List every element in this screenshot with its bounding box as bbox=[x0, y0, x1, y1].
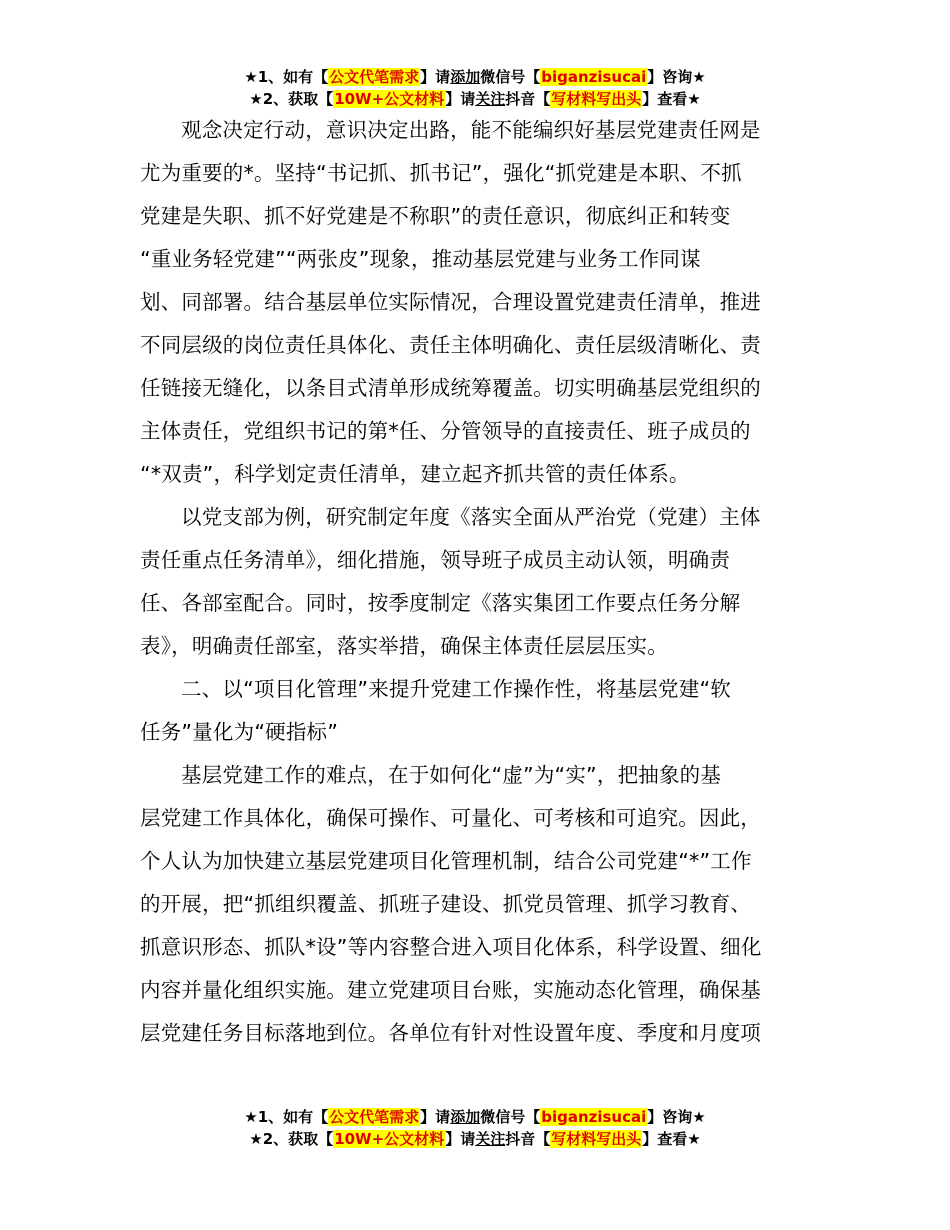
paragraph-line: “重业务轻党建”“两张皮”现象，推动基层党建与业务工作同谋 bbox=[140, 247, 701, 271]
highlight-text: 10W+公文材料 bbox=[334, 90, 445, 108]
highlight-text: 公文代笔需求 bbox=[329, 68, 420, 86]
banner-line-1 bbox=[0, 1106, 950, 1128]
paragraph-line: 观念决定行动，意识决定出路，能不能编织好基层党建责任网是 bbox=[181, 118, 761, 142]
banner-text: ★2、获取【 bbox=[249, 90, 334, 108]
douyin-id: 写材料写出头 bbox=[551, 1130, 642, 1148]
banner-text: 】请 bbox=[445, 1130, 476, 1148]
banner-text: 】咨询★ bbox=[647, 1108, 706, 1126]
paragraph-line: 抓意识形态、抓队*设”等内容整合进入项目化体系，科学设置、细化 bbox=[140, 935, 762, 959]
banner-text: 抖音【 bbox=[505, 90, 551, 108]
section-heading-line: 任务”量化为“硬指标” bbox=[140, 720, 339, 744]
paragraph-line: 层党建任务目标落地到位。各单位有针对性设置年度、季度和月度项 bbox=[140, 1021, 761, 1045]
paragraph-line: 以党支部为例，研究制定年度《落实全面从严治党（党建）主体 bbox=[181, 505, 761, 529]
banner-text: 】查看★ bbox=[642, 90, 701, 108]
banner-line-2 bbox=[0, 1128, 950, 1150]
underlined-text: 关注 bbox=[475, 1130, 506, 1148]
paragraph-line: 党建是失职、抓不好党建是不称职”的责任意识，彻底纠正和转变 bbox=[140, 204, 731, 228]
footer-banner bbox=[0, 1106, 950, 1150]
banner-line-1 bbox=[0, 66, 950, 88]
banner-text: 】咨询★ bbox=[647, 68, 706, 86]
highlight-text: 10W+公文材料 bbox=[334, 1130, 445, 1148]
paragraph-line: 任链接无缝化，以条目式清单形成统筹覆盖。切实明确基层党组织的 bbox=[140, 376, 761, 400]
paragraph-line: 不同层级的岗位责任具体化、责任主体明确化、责任层级清晰化、责 bbox=[140, 333, 761, 357]
underlined-text: 添加 bbox=[450, 68, 481, 86]
banner-text: 】请 bbox=[420, 1108, 451, 1126]
document-body bbox=[140, 109, 810, 1055]
paragraph-line: 责任重点任务清单》，细化措施，领导班子成员主动认领，明确责 bbox=[140, 548, 731, 572]
paragraph-line: 尤为重要的*。坚持“书记抓、抓书记”，强化“抓党建是本职、不抓 bbox=[140, 161, 742, 185]
banner-text: 微信号【 bbox=[480, 68, 541, 86]
paragraph-line: 个人认为加快建立基层党建项目化管理机制，结合公司党建“*”工作 bbox=[140, 849, 752, 873]
douyin-id: 写材料写出头 bbox=[551, 90, 642, 108]
paragraph-line: 划、同部署。结合基层单位实际情况，合理设置党建责任清单，推进 bbox=[140, 290, 761, 314]
highlight-text: 公文代笔需求 bbox=[329, 1108, 420, 1126]
paragraph-line: 的开展，把“抓组织覆盖、抓班子建设、抓党员管理、抓学习教育、 bbox=[140, 892, 752, 916]
wechat-id: biganzisucai bbox=[541, 68, 647, 86]
banner-text: 微信号【 bbox=[480, 1108, 541, 1126]
banner-text: ★1、如有【 bbox=[244, 1108, 329, 1126]
banner-text: 】查看★ bbox=[642, 1130, 701, 1148]
paragraph-line: 表》，明确责任部室，落实举措，确保主体责任层层压实。 bbox=[140, 634, 668, 658]
banner-text: 抖音【 bbox=[505, 1130, 551, 1148]
banner-text: ★2、获取【 bbox=[249, 1130, 334, 1148]
paragraph-line: 内容并量化组织实施。建立党建项目台账，实施动态化管理，确保基 bbox=[140, 978, 761, 1002]
wechat-id: biganzisucai bbox=[541, 1108, 647, 1126]
banner-line-2 bbox=[0, 88, 950, 110]
underlined-text: 添加 bbox=[450, 1108, 481, 1126]
paragraph-line: “*双责”，科学划定责任清单，建立起齐抓共管的责任体系。 bbox=[140, 462, 690, 486]
banner-text: 】请 bbox=[445, 90, 476, 108]
header-banner bbox=[0, 66, 950, 110]
paragraph-line: 层党建工作具体化，确保可操作、可量化、可考核和可追究。因此， bbox=[140, 806, 761, 830]
paragraph-line: 主体责任，党组织书记的第*任、分管领导的直接责任、班子成员的 bbox=[140, 419, 751, 443]
paragraph-line: 基层党建工作的难点，在于如何化“虚”为“实”，把抽象的基 bbox=[181, 763, 722, 787]
underlined-text: 关注 bbox=[475, 90, 506, 108]
section-heading-line: 二、以“项目化管理”来提升党建工作操作性，将基层党建“软 bbox=[181, 677, 731, 701]
banner-text: ★1、如有【 bbox=[244, 68, 329, 86]
paragraph-line: 任、各部室配合。同时，按季度制定《落实集团工作要点任务分解 bbox=[140, 591, 741, 615]
banner-text: 】请 bbox=[420, 68, 451, 86]
